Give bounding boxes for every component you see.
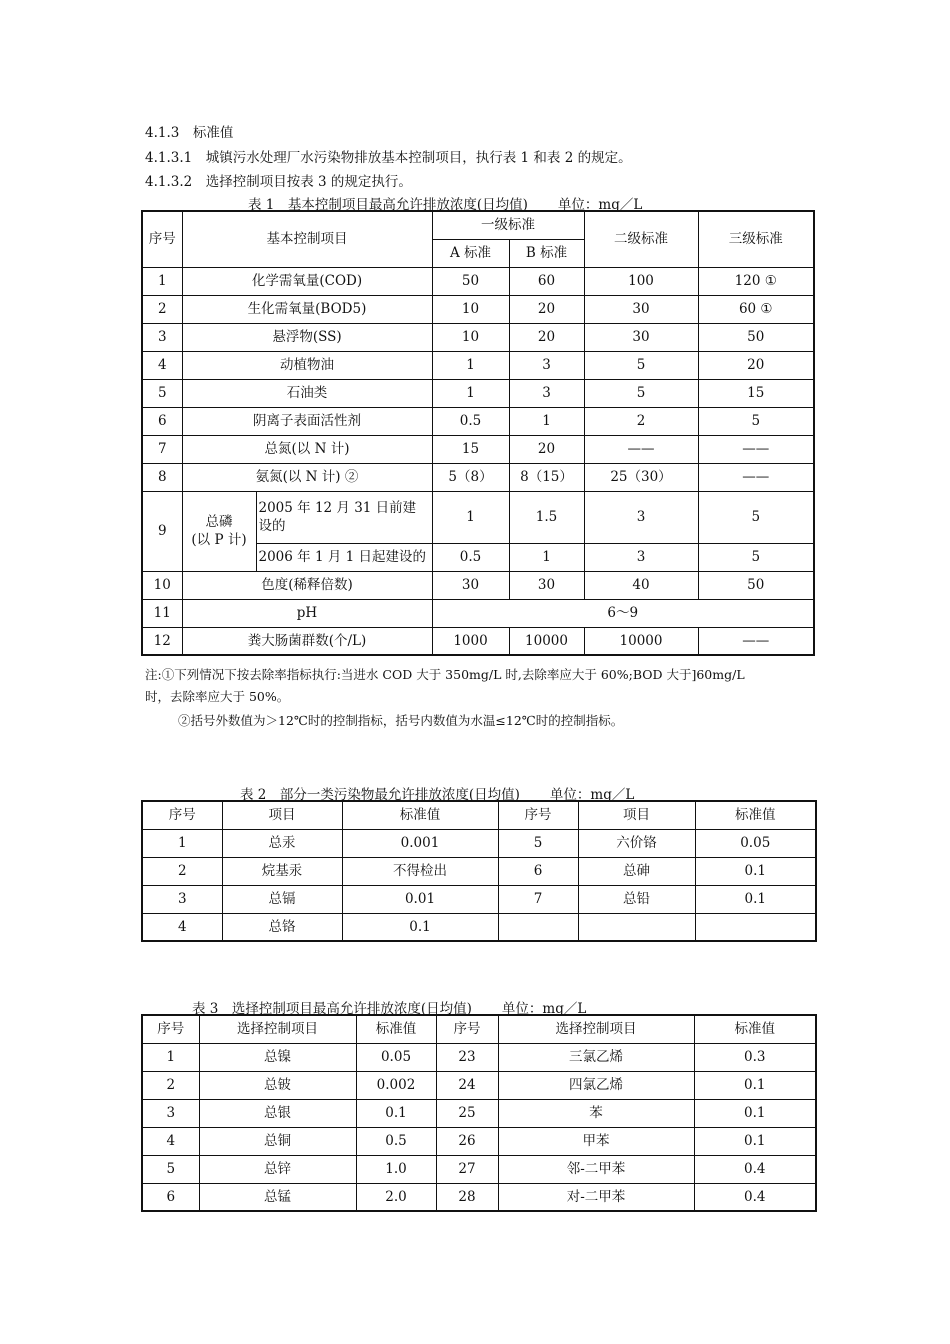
table2-cell: 总砷 [578,857,695,885]
table1-cell-g2: 5 [584,351,698,379]
table1-cell-b: 1 [509,407,584,435]
table2-header-cell: 标准值 [342,801,498,829]
table1-cell-g3: —— [698,435,814,463]
table2-cell: 总镉 [222,885,342,913]
tp-unit-label: (以 P 计) [191,532,247,548]
table3-header-cell: 序号 [436,1015,498,1043]
table1-cell-g2: 3 [584,543,698,571]
table3-cell: 6 [142,1183,199,1211]
table1-cell-a: 15 [432,435,509,463]
table1-cell-g3: 5 [698,491,814,543]
table-row [142,491,814,543]
table1-cell-g3: 50 [698,571,814,599]
table1-cell-g3: 50 [698,323,814,351]
table2-cell: 3 [142,885,222,913]
table1-cell-a: 5（8） [432,463,509,491]
table-row [142,267,814,295]
table3-cell: 0.1 [356,1099,436,1127]
table1-header-grade3: 三级标准 [698,211,814,267]
table1-cell-sub1: 2005 年 12 月 31 日前建设的 [256,491,432,543]
table1-cell-g3: —— [698,463,814,491]
table1-cell-item-tp [182,491,256,571]
table1-cell-g2: 40 [584,571,698,599]
table1-cell-a: 0.5 [432,407,509,435]
table3-header-cell: 标准值 [694,1015,816,1043]
table1-cell-g3: 120 ① [698,267,814,295]
table1-cell-item: 色度(稀释倍数) [182,571,432,599]
table3-header-cell: 标准值 [356,1015,436,1043]
table1-cell-g2: 2 [584,407,698,435]
table1-cell-b: 3 [509,379,584,407]
table3-cell: 5 [142,1155,199,1183]
table3-cell: 总铍 [199,1071,356,1099]
table2-header-row [142,801,816,829]
table1-cell-g3: 60 ① [698,295,814,323]
table3-cell: 27 [436,1155,498,1183]
table1-cell-item: 总氮(以 N 计) [182,435,432,463]
table3-cell: 0.5 [356,1127,436,1155]
table1-cell-sub2: 2006 年 1 月 1 日起建设的 [256,543,432,571]
table1-cell-b: 30 [509,571,584,599]
table-row [142,351,814,379]
table3-cell: 对-二甲苯 [498,1183,694,1211]
table1-cell-a: 1000 [432,627,509,655]
table1-cell-b: 3 [509,351,584,379]
table1-cell-a: 0.5 [432,543,509,571]
table-row [142,571,814,599]
table1-cell-no: 3 [142,323,182,351]
table1-cell-no: 1 [142,267,182,295]
table1-cell-no: 11 [142,599,182,627]
table3-cell: 0.002 [356,1071,436,1099]
table1-unit: 单位：mg／L [557,197,643,213]
table1-cell-a: 1 [432,379,509,407]
table2-title: 表 2 部分一类污染物最允许排放浓度(日均值) [240,787,520,803]
table1-cell-g2: 10000 [584,627,698,655]
table1-cell-a: 10 [432,295,509,323]
table1-cell-no: 7 [142,435,182,463]
table2-cell: 0.05 [695,829,816,857]
table2-cell: 7 [498,885,578,913]
table1-cell-a: 30 [432,571,509,599]
table2-cell: 0.001 [342,829,498,857]
table1-header-grade2: 二级标准 [584,211,698,267]
table1-cell-g2: 5 [584,379,698,407]
table3-cell: 4 [142,1127,199,1155]
table1-cell-item: 悬浮物(SS) [182,323,432,351]
table1-header-row [142,211,814,239]
table-row [142,407,814,435]
table2 [141,800,817,942]
table1-note-1: 注:①下列情况下按去除率指标执行:当进水 COD 大于 350mg/L 时,去除率应大于 60%;BOD 大于]60mg/L [145,667,745,682]
table1-cell-g2: 100 [584,267,698,295]
table-row [142,599,814,627]
table1-cell-b: 1.5 [509,491,584,543]
table3-cell: 0.4 [694,1155,816,1183]
table3-cell: 总铜 [199,1127,356,1155]
table2-cell: 总铬 [222,913,342,941]
table1-cell-g2: 3 [584,491,698,543]
table3-cell: 3 [142,1099,199,1127]
table3-cell: 23 [436,1043,498,1071]
table2-cell [578,913,695,941]
table2-cell: 0.1 [342,913,498,941]
table1-cell-item: 生化需氧量(BOD5) [182,295,432,323]
table-row [142,295,814,323]
table1-header-no: 序号 [142,211,182,267]
table-row [142,1043,816,1071]
table1-cell-b: 1 [509,543,584,571]
table3 [141,1014,817,1212]
table3-cell: 0.1 [694,1127,816,1155]
table1-cell-a: 10 [432,323,509,351]
table3-cell: 总镍 [199,1043,356,1071]
table3-cell: 1 [142,1043,199,1071]
table2-cell: 0.1 [695,857,816,885]
table1-header-b: B 标准 [509,239,584,267]
table2-cell: 6 [498,857,578,885]
table1-cell-item: 阴离子表面活性剂 [182,407,432,435]
table1-cell-g2: 25（30） [584,463,698,491]
table2-cell: 2 [142,857,222,885]
table1-header-grade1: 一级标准 [432,211,584,239]
table3-cell: 2 [142,1071,199,1099]
table1-cell-no: 8 [142,463,182,491]
table-row [142,379,814,407]
table3-header-cell: 序号 [142,1015,199,1043]
table3-cell: 1.0 [356,1155,436,1183]
table1-cell-a: 50 [432,267,509,295]
table2-header-cell: 项目 [578,801,695,829]
table1-title: 表 1 基本控制项目最高允许排放浓度(日均值) [248,197,528,213]
table-row [142,1071,816,1099]
table1-cell-item: 化学需氧量(COD) [182,267,432,295]
table2-cell: 1 [142,829,222,857]
table3-cell: 总锌 [199,1155,356,1183]
table2-cell: 0.01 [342,885,498,913]
table1-cell-g2: 30 [584,323,698,351]
table1-cell-g3: 5 [698,543,814,571]
table1-cell-b: 20 [509,435,584,463]
table1-note-2: ②括号外数值为＞12℃时的控制指标，括号内数值为水温≤12℃时的控制指标。 [178,713,624,728]
table3-cell: 总银 [199,1099,356,1127]
table2-cell: 5 [498,829,578,857]
table-row [142,323,814,351]
table2-cell: 六价铬 [578,829,695,857]
table1-cell-item: 氨氮(以 N 计) ② [182,463,432,491]
table3-cell: 邻-二甲苯 [498,1155,694,1183]
table2-header-cell: 项目 [222,801,342,829]
table3-cell: 28 [436,1183,498,1211]
table-row [142,829,816,857]
table1-cell-item: pH [182,599,432,627]
table1-cell-g3: 5 [698,407,814,435]
table1-header-a: A 标准 [432,239,509,267]
table1-cell-ph-value: 6～9 [432,599,814,627]
table3-cell: 0.4 [694,1183,816,1211]
table2-cell: 4 [142,913,222,941]
table3-cell: 0.1 [694,1071,816,1099]
section-heading: 4.1.3 标准值 [145,125,234,141]
table3-header-row [142,1015,816,1043]
table-row [142,1183,816,1211]
table1-header-item: 基本控制项目 [182,211,432,267]
table2-cell [498,913,578,941]
table3-cell: 苯 [498,1099,694,1127]
table3-cell: 26 [436,1127,498,1155]
table2-cell: 烷基汞 [222,857,342,885]
table1-cell-g2: 30 [584,295,698,323]
table3-unit: 单位：mg／L [501,1001,587,1017]
table1-cell-a: 1 [432,491,509,543]
table3-cell: 0.05 [356,1043,436,1071]
table1-cell-g3: 15 [698,379,814,407]
table-row [142,435,814,463]
table1-cell-no: 9 [142,491,182,571]
table1-cell-g2: —— [584,435,698,463]
table3-header-cell: 选择控制项目 [498,1015,694,1043]
table2-unit: 单位：mg／L [549,787,635,803]
table1-cell-b: 60 [509,267,584,295]
table-row [142,913,816,941]
table1-cell-no: 4 [142,351,182,379]
table1-cell-g3: 20 [698,351,814,379]
table3-cell: 三氯乙烯 [498,1043,694,1071]
table1-cell-item: 动植物油 [182,351,432,379]
table-row [142,627,814,655]
table-row [142,463,814,491]
table3-cell: 24 [436,1071,498,1099]
table1-cell-b: 20 [509,295,584,323]
table2-cell [695,913,816,941]
table3-cell: 甲苯 [498,1127,694,1155]
table-row [142,857,816,885]
table2-cell: 不得检出 [342,857,498,885]
table1-cell-no: 6 [142,407,182,435]
table2-cell: 总铅 [578,885,695,913]
clause-4-1-3-2: 4.1.3.2 选择控制项目按表 3 的规定执行。 [145,174,412,190]
table1 [141,210,815,656]
table-row [142,885,816,913]
table3-cell: 总锰 [199,1183,356,1211]
table1-note-1-cont: 时，去除率应大于 50%。 [145,689,290,704]
table3-cell: 0.1 [694,1099,816,1127]
table3-cell: 四氯乙烯 [498,1071,694,1099]
table1-cell-item: 粪大肠菌群数(个/L) [182,627,432,655]
table3-header-cell: 选择控制项目 [199,1015,356,1043]
table3-cell: 25 [436,1099,498,1127]
table-row [142,1155,816,1183]
table3-title: 表 3 选择控制项目最高允许排放浓度(日均值) [192,1001,472,1017]
table1-cell-a: 1 [432,351,509,379]
table2-header-cell: 标准值 [695,801,816,829]
clause-4-1-3-1: 4.1.3.1 城镇污水处理厂水污染物排放基本控制项目，执行表 1 和表 2 的规定。 [145,150,632,166]
table2-cell: 0.1 [695,885,816,913]
table2-header-cell: 序号 [498,801,578,829]
table1-cell-no: 12 [142,627,182,655]
table-row [142,1099,816,1127]
table2-header-cell: 序号 [142,801,222,829]
table1-cell-no: 10 [142,571,182,599]
table1-cell-no: 5 [142,379,182,407]
table1-cell-no: 2 [142,295,182,323]
table1-cell-g3: —— [698,627,814,655]
table1-cell-b: 8（15） [509,463,584,491]
table-row [142,1127,816,1155]
table3-cell: 0.3 [694,1043,816,1071]
table3-cell: 2.0 [356,1183,436,1211]
table2-cell: 总汞 [222,829,342,857]
table1-cell-b: 20 [509,323,584,351]
table1-cell-item: 石油类 [182,379,432,407]
tp-label: 总磷 [205,514,233,530]
table1-cell-b: 10000 [509,627,584,655]
